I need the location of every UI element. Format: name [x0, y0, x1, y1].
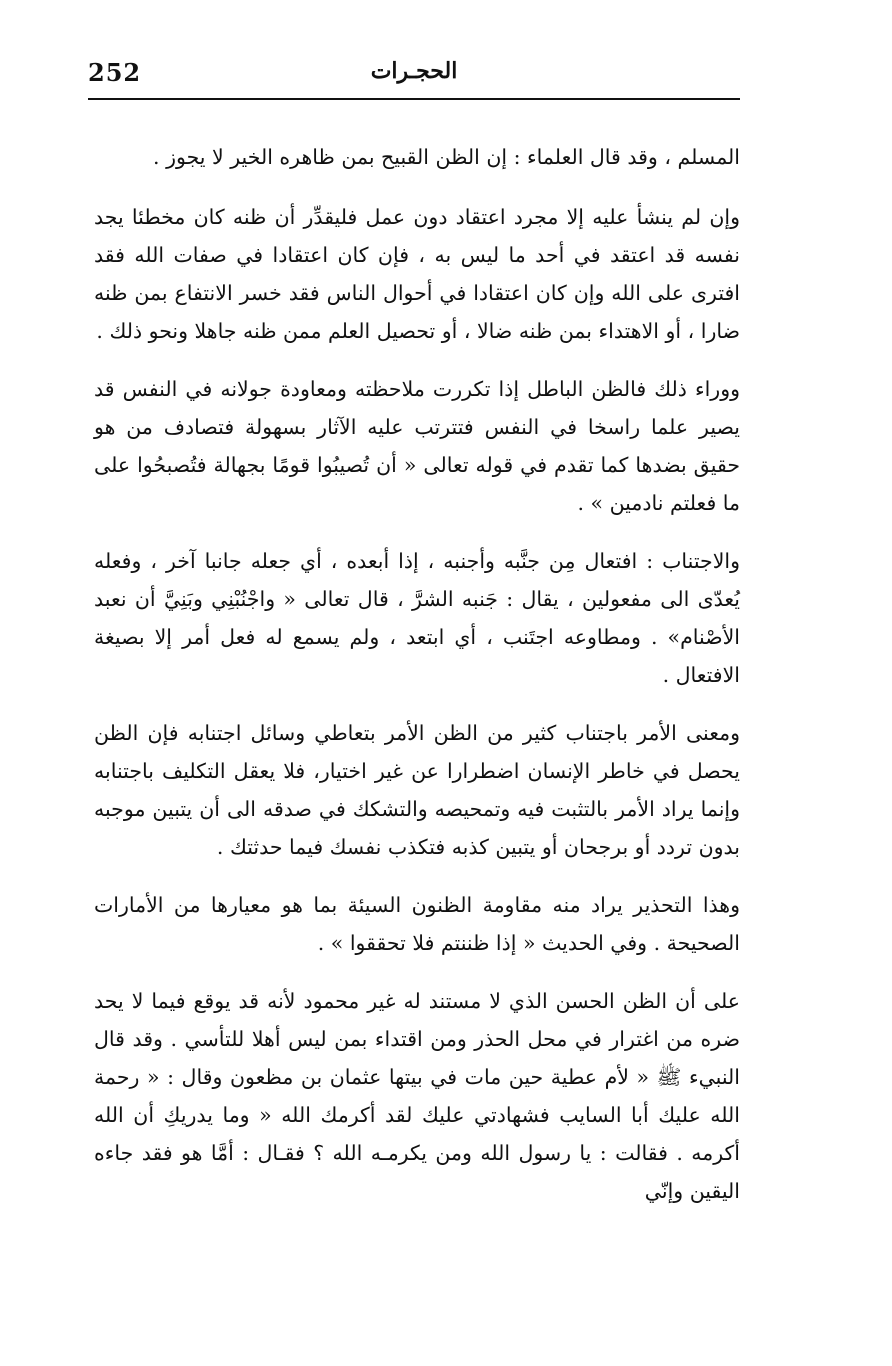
paragraph-5: ومعنى الأمر باجتناب كثير من الظن الأمر بتعاطي وسائل اجتنابه فإن الظن يحصل في خاطر الإنسان اضطرارا عن غير اختيار، فلا يعقل التكليف باجتنابه وإنما يراد الأمر بالتثبت فيه وتمحيصه والتشكك في صدقه الى أن يتبين موجبه بدون تردد أو برجحان أو يتبين كذبه فتكذب نفسك فيما حدثتك . — [94, 721, 740, 859]
header-rule — [88, 98, 740, 100]
paragraph-4: والاجتناب : افتعال مِن جنَّبه وأجنبه ، إذا أبعده ، أي جعله جانبا آخر ، وفعله يُعدّى الى مفعولين ، يقال : جَنبه الشرَّ ، قال تعالى « واجْنُبْنِي وبَنِيَّ أن نعبد الأصْنام» . ومطاوعه اجتَنب ، أي ابتعد ، ولم يسمع له فعل أمر إلا بصيغة الافتعال . — [94, 549, 740, 687]
running-head — [88, 54, 740, 94]
paragraph-2: وإن لم ينشأ عليه إلا مجرد اعتقاد دون عمل فليقدِّر أن ظنه كان مخطئا يجد نفسه قد اعتقد في أحد ما ليس به ، فإن كان اعتقادا في صفات الله فقد افترى على الله وإن كان اعتقادا في أحوال الناس فقد خسر الانتفاع بمن ظنه ضارا ، أو الاهتداء بمن ظنه ضالا ، أو تحصيل العلم ممن ظنه جاهلا ونحو ذلك . — [94, 205, 740, 343]
paragraph-1: المسلم ، وقد قال العلماء : إن الظن القبيح بمن ظاهره الخير لا يجوز . — [153, 145, 740, 169]
paragraph-7: على أن الظن الحسن الذي لا مستند له غير محمود لأنه قد يوقع فيما لا يحد ضره من اغترار في محل الحذر ومن اقتداء بمن ليس أهلا للتأسي . وقد قال النبيء ﷺ « لأم عطية حين مات في بيتها عثمان بن مظعون وقال : « رحمة الله عليك أبا السايب فشهادتي عليك لقد أكرمك الله « وما يدريكِ أن الله أكرمه . فقالت : يا رسول الله ومن يكرمـه الله ؟ فقـال : أمَّا هو فقد جاءه اليقين وإنّي — [94, 989, 740, 1203]
paragraph-3: ووراء ذلك فالظن الباطل إذا تكررت ملاحظته ومعاودة جولانه في النفس قد يصير علما راسخا في النفس فتترتب عليه الآثار بسهولة فتصادف من هو حقيق بضدها كما تقدم في قوله تعالى « أن تُصيبُوا قومًا بجهالة فتُصبحُوا على ما فعلتم نادمين » . — [94, 377, 740, 515]
paragraph-6: وهذا التحذير يراد منه مقاومة الظنون السيئة بما هو معيارها من الأمارات الصحيحة . وفي الحديث « إذا ظننتم فلا تحققوا » . — [94, 893, 740, 955]
page-number: 252 — [88, 58, 142, 87]
chapter-title: الحجـرات — [370, 58, 458, 84]
page-body — [94, 138, 740, 1230]
